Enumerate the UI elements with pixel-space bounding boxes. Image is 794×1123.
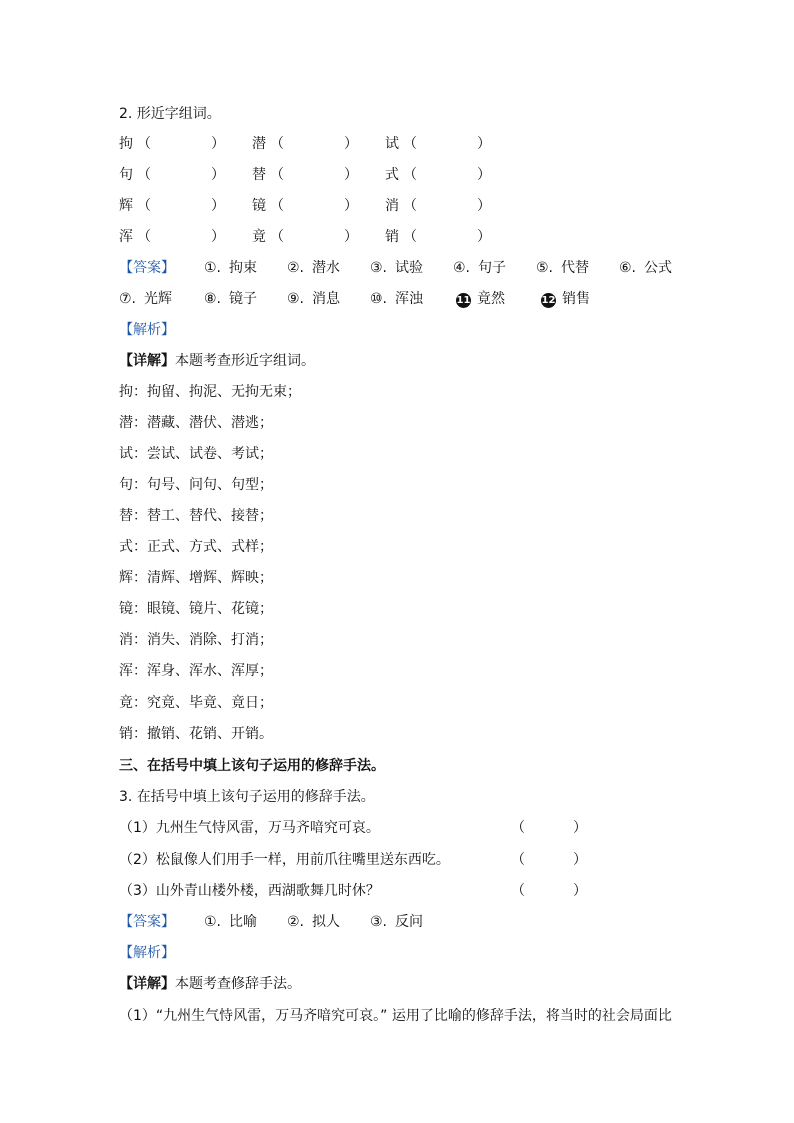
question-2-title: 2. 形近字组词。 <box>119 106 221 122</box>
grid-char: 潜 <box>252 136 266 152</box>
word-grid-row: 浑 （ ） 竟 （ ） 销 （ ） <box>119 229 491 245</box>
answer-item: ③. 试验 <box>370 260 424 276</box>
grid-char: 替 <box>252 167 266 183</box>
answer-item: ③. 反问 <box>370 914 424 930</box>
grid-char: 浑 <box>119 229 133 245</box>
circled-number-icon: 11 <box>456 295 471 306</box>
answer-row <box>119 289 689 309</box>
answer-item: ⑨. 消息 <box>287 291 341 307</box>
grid-char: 试 <box>385 136 399 152</box>
answer-row <box>119 258 689 278</box>
answer-item: ⑩. 浑浊 <box>370 291 424 307</box>
answer-item: ⑧. 镜子 <box>204 291 258 307</box>
detail-entry: 消：消失、消除、打消； <box>119 632 273 648</box>
answer-item: ⑥. 公式 <box>619 260 673 276</box>
detail-entry: 辉：清辉、增辉、辉映； <box>119 570 273 586</box>
answer-item: ②. 拟人 <box>287 914 341 930</box>
detail-entry: 浑：浑身、浑水、浑厚； <box>119 663 273 679</box>
detail-entry: 句：句号、问句、句型； <box>119 477 273 493</box>
grid-char: 辉 <box>119 198 133 214</box>
analysis-label: 【解析】 <box>119 322 175 338</box>
rhetoric-item: （2）松鼠像人们用手一样，用前爪往嘴里送东西吃。 （ ） <box>119 852 587 868</box>
grid-char: 式 <box>385 167 399 183</box>
grid-char: 镜 <box>252 198 266 214</box>
grid-char: 拘 <box>119 136 133 152</box>
word-grid-row: 句 （ ） 替 （ ） 式 （ ） <box>119 167 491 183</box>
detail-line: 【详解】本题考查修辞手法。 <box>119 976 301 992</box>
answer-item: ⑤. 代替 <box>536 260 590 276</box>
detail-entry: 销：撤销、花销、开销。 <box>119 726 273 742</box>
detail-entry: 潜：潜藏、潜伏、潜逃； <box>119 415 273 431</box>
detail-entry: 替：替工、替代、接替； <box>119 508 273 524</box>
answer-row <box>119 912 539 932</box>
answer-label: 【答案】 <box>119 914 175 930</box>
answer-item: ①. 比喻 <box>204 914 258 930</box>
detail-line: 【详解】本题考查形近字组词。 <box>119 353 315 369</box>
detail-entry: 试：尝试、试卷、考试； <box>119 446 273 462</box>
answer-item: ①. 拘束 <box>204 260 258 276</box>
grid-char: 销 <box>385 229 399 245</box>
grid-char: 消 <box>385 198 399 214</box>
detail-entry: （1）“九州生气恃风雷，万马齐喑究可哀。” 运用了比喻的修辞手法，将当时的社会局面比 <box>119 1008 672 1024</box>
word-grid-row: 辉 （ ） 镜 （ ） 消 （ ） <box>119 198 491 214</box>
answer-item: ②. 潜水 <box>287 260 341 276</box>
detail-entry: 竟：究竟、毕竟、竟日； <box>119 695 273 711</box>
grid-char: 句 <box>119 167 133 183</box>
answer-item: 12 销售 <box>541 291 590 307</box>
grid-char: 竟 <box>252 229 266 245</box>
rhetoric-item: （3）山外青山楼外楼，西湖歌舞几时休？ （ ） <box>119 883 587 899</box>
word-grid-row: 拘 （ ） 潜 （ ） 试 （ ） <box>119 136 491 152</box>
answer-item: ④. 句子 <box>453 260 507 276</box>
question-3-title: 3. 在括号中填上该句子运用的修辞手法。 <box>119 789 375 805</box>
circled-number-icon: 12 <box>541 295 556 306</box>
answer-item: ⑦. 光辉 <box>119 291 173 307</box>
section-3-heading: 三、在括号中填上该句子运用的修辞手法。 <box>119 758 385 774</box>
answer-label: 【答案】 <box>119 260 175 276</box>
detail-entry: 镜：眼镜、镜片、花镜； <box>119 601 273 617</box>
rhetoric-item: （1）九州生气恃风雷，万马齐喑究可哀。 （ ） <box>119 820 587 836</box>
analysis-label: 【解析】 <box>119 945 175 961</box>
answer-item: 11 竟然 <box>456 291 505 307</box>
detail-entry: 拘：拘留、拘泥、无拘无束； <box>119 384 301 400</box>
detail-entry: 式：正式、方式、式样； <box>119 539 273 555</box>
